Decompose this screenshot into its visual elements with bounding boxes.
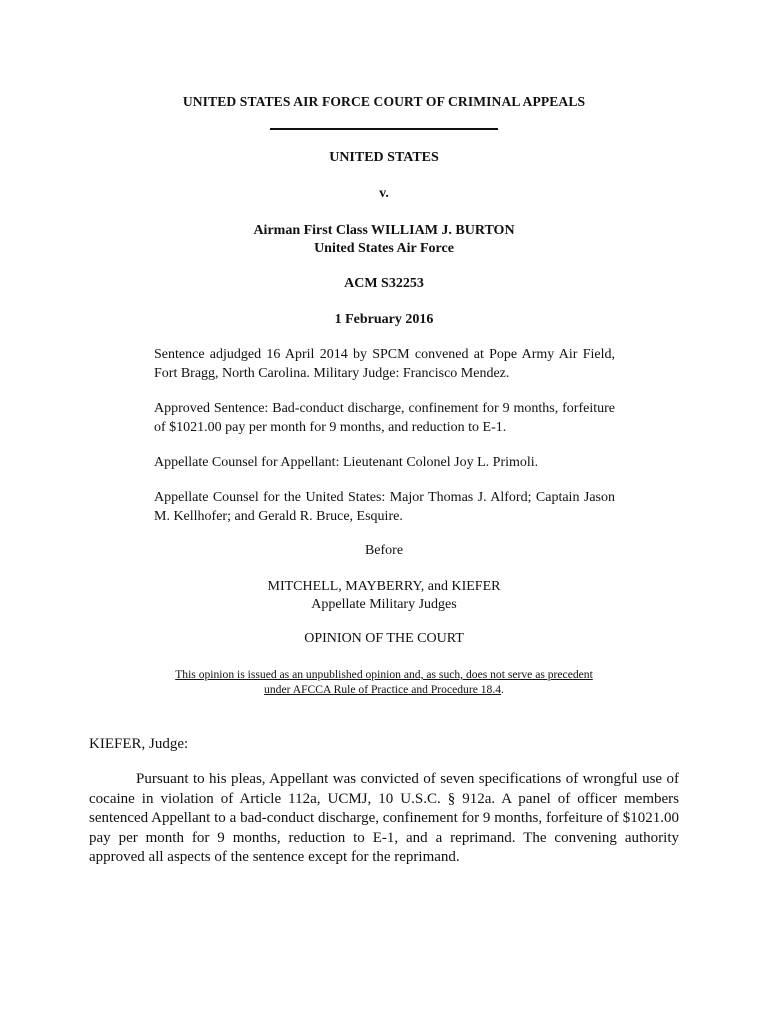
judges-names: MITCHELL, MAYBERRY, and KIEFER (267, 579, 501, 594)
heading-divider (270, 128, 498, 130)
opinion-heading: OPINION OF THE COURT (304, 631, 464, 646)
approved-sentence-text: Approved Sentence: Bad-conduct discharge, confinement for 9 months, forfeiture of $1021.00 pay per month for 9 months, and reduction to E-1. (154, 401, 615, 435)
party-plaintiff: UNITED STATES (329, 150, 439, 165)
unpublished-notice (140, 667, 628, 697)
court-name-heading: UNITED STATES AIR FORCE COURT OF CRIMINAL APPEALS (182, 94, 586, 109)
government-counsel-text: Appellate Counsel for the United States: Major Thomas J. Alford; Captain Jason M. Kellhofer; and Gerald R. Bruce, Esquire. (154, 490, 615, 524)
opinion-author: KIEFER, Judge: (89, 736, 189, 752)
appellant-block (0, 222, 768, 258)
judges-block (0, 578, 768, 614)
sentence-adjudged-text: Sentence adjudged 16 April 2014 by SPCM convened at Pope Army Air Field, Fort Bragg, North Carolina. Military Judge: Francisco Mendez. (154, 347, 615, 381)
notice-period: . (501, 683, 504, 696)
appellant-counsel-text: Appellate Counsel for Appellant: Lieutenant Colonel Joy L. Primoli. (154, 455, 539, 470)
notice-line-2: under AFCCA Rule of Practice and Procedure 18.4 (264, 683, 502, 696)
notice-line-1: This opinion is issued as an unpublished opinion and, as such, does not serve as precedent (175, 668, 593, 681)
docket-number: ACM S32253 (344, 276, 424, 291)
before-label: Before (364, 543, 404, 558)
appellant-service: United States Air Force (314, 241, 454, 256)
opinion-paragraph: Pursuant to his pleas, Appellant was convicted of seven specifications of wrongful use of cocaine in violation of Article 112a, UCMJ, 10 U.S.C. § 912a. A panel of officer members sentenced Appellant to a bad-conduct discharge, confinement for 9 months, forfeiture of $1021.00 pay per month for 9 months, reduction to E-1, and a reprimand. The convening authority approved all aspects of the sentence except for the reprimand. (89, 771, 679, 865)
versus-label: v. (379, 186, 389, 201)
appellant-name: Airman First Class WILLIAM J. BURTON (253, 223, 515, 238)
judges-title: Appellate Military Judges (311, 597, 457, 612)
decision-date: 1 February 2016 (334, 312, 434, 327)
